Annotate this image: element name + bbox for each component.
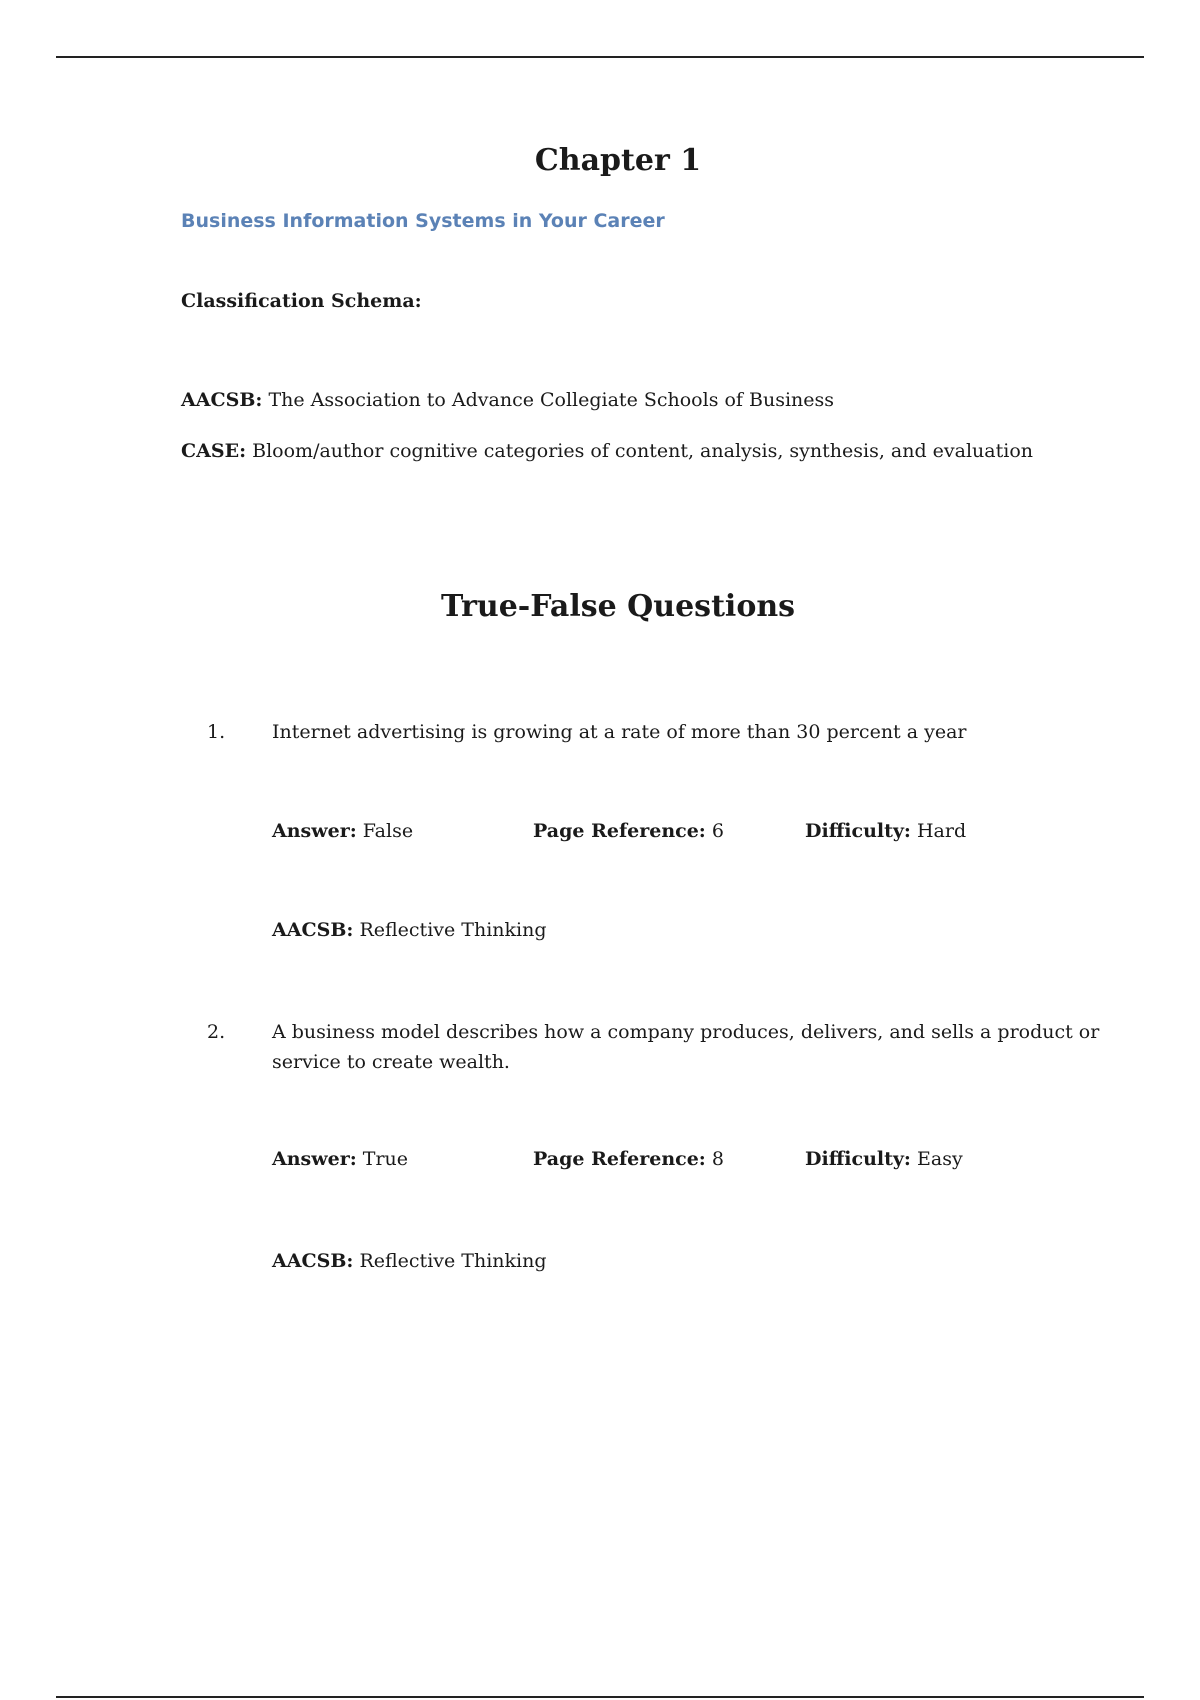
answer-value: False [356, 820, 414, 842]
definition-case [181, 442, 1033, 461]
answer-label: Answer: [272, 820, 357, 842]
page-reference-label: Page Reference: [533, 1148, 706, 1170]
difficulty-value: Hard [910, 820, 967, 842]
definition-term: AACSB: [181, 389, 263, 411]
difficulty-field [805, 822, 966, 841]
page-reference-label: Page Reference: [533, 820, 706, 842]
aacsb-value: Reflective Thinking [353, 919, 547, 941]
difficulty-field [805, 1150, 963, 1169]
page-reference-value: 6 [705, 820, 724, 842]
aacsb-label: AACSB: [272, 919, 354, 941]
question-number: 1. [207, 721, 226, 743]
chapter-title: Chapter 1 [534, 143, 702, 178]
definition-term: CASE: [181, 440, 247, 462]
answer-label: Answer: [272, 1148, 357, 1170]
page-reference-field [533, 822, 724, 841]
definition-text: The Association to Advance Collegiate Schools of Business [262, 389, 835, 411]
page-reference-field [533, 1150, 724, 1169]
aacsb-value: Reflective Thinking [353, 1250, 547, 1272]
question-number: 2. [207, 1021, 226, 1043]
page-reference-value: 8 [705, 1148, 724, 1170]
section-title: True-False Questions [440, 589, 796, 624]
definition-aacsb [181, 391, 834, 410]
question-text: Internet advertising is growing at a rate of more than 30 percent a year [272, 721, 967, 743]
aacsb-label: AACSB: [272, 1250, 354, 1272]
bottom-rule [56, 1696, 1144, 1698]
aacsb-field [272, 1252, 547, 1271]
difficulty-label: Difficulty: [805, 1148, 911, 1170]
definition-text: Bloom/author cognitive categories of content, analysis, synthesis, and evaluation [246, 440, 1034, 462]
top-rule [56, 56, 1144, 58]
question-text: A business model describes how a company produces, delivers, and sells a product or service to create wealth. [272, 1021, 1100, 1073]
answer-field [272, 1150, 408, 1169]
difficulty-value: Easy [910, 1148, 963, 1170]
answer-field [272, 822, 413, 841]
classification-heading: Classification Schema: [181, 290, 422, 312]
answer-value: True [356, 1148, 409, 1170]
aacsb-field [272, 921, 547, 940]
chapter-subtitle: Business Information Systems in Your Career [181, 210, 665, 232]
difficulty-label: Difficulty: [805, 820, 911, 842]
